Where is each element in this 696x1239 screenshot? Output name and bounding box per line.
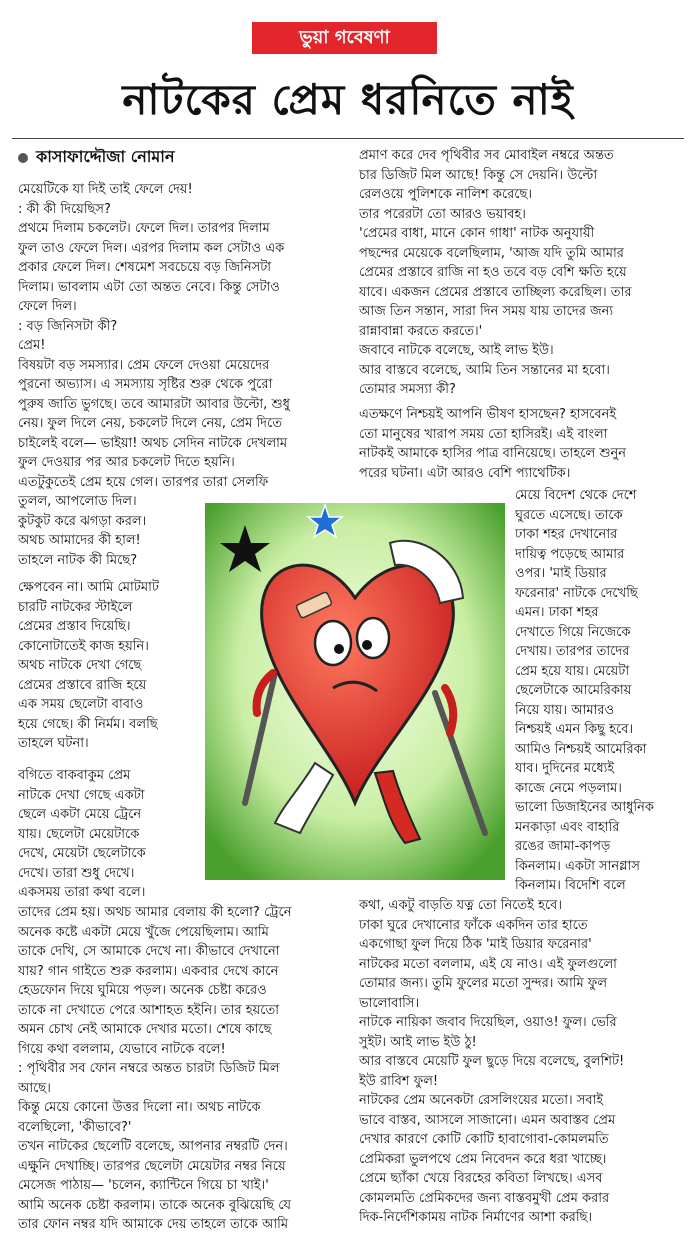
- text-line: পছন্দের মেয়েকে বলেছিলাম, 'আজ যদি তুমি আমার: [359, 245, 624, 261]
- text-line: ভাবে বাস্তব, আসলে সাজানো। এমন অবাস্তব প্রেম: [359, 1112, 616, 1128]
- text-line: একসময় তারা কথা বলে।: [18, 885, 146, 900]
- text-line: ফুল দেওয়ার পর আর চকলেট দিতে হয়নি।: [18, 455, 235, 470]
- text-line: প্রেম!: [18, 338, 46, 353]
- text-line: চার ডিজিট মিল আছে! কিন্তু সে দেয়নি। উল্টো: [359, 167, 598, 183]
- text-line: ভালো ডিজাইনের আধুনিক: [515, 800, 655, 815]
- article-col1-mid: [18, 578, 203, 754]
- byline: [18, 146, 175, 168]
- text-line: প্রকার ফেলে দিল। শেষমেশ সবচেয়ে বড় জিনিসটা: [18, 260, 272, 275]
- section-tag: ভুয়া গবেষণা: [252, 22, 437, 54]
- text-line: আছে।: [18, 1080, 51, 1096]
- text-line: অমন চোখ নেই আমাকে দেখার মতো। শেষে কাছে: [18, 1022, 272, 1037]
- text-line: পুরুষ জাতি ভুগছে। তবে আমারটা আবার উল্টো, শুধু: [18, 396, 290, 412]
- text-line: প্রেমে ছ্যাঁকা খেয়ে বিরহের কবিতা লিখছে। এসব: [359, 1171, 603, 1186]
- heart-illustration: [205, 503, 505, 880]
- text-line: ফুল তাও ফেলে দিল। এরপর দিলাম কল সেটাও এক: [18, 240, 285, 256]
- text-line: ঢাকা ঘুরে দেখানোর ফাঁকে একদিন তার হাতে: [359, 917, 588, 933]
- text-line: নাটকের মতো বললাম, এই যে নাও। এই ফুলগুলো: [359, 956, 617, 972]
- text-line: : কী কী দিয়েছিস?: [18, 201, 111, 217]
- text-line: বলেছিলো, 'কীভাবে?': [18, 1119, 132, 1135]
- text-line: দেখার কারণে কোটি কোটি হাবাগোবা-কোমলমতি: [359, 1132, 609, 1147]
- text-line: তাদের প্রেম হয়। অথচ আমার বেলায় কী হলো? ট্রেনে: [18, 905, 292, 920]
- text-line: কিনলাম। একটা সানগ্লাস: [515, 858, 640, 874]
- text-line: প্রেমিকরা ভুলপথে প্রেম নিবেদন করে ধরা খাচ্ছে।: [359, 1151, 607, 1167]
- article-col2-wrap: [515, 486, 690, 896]
- text-line: তার পরেরটা তো আরও ভয়াবহ।: [359, 206, 526, 222]
- text-line: তখন নাটকের ছেলেটি বলেছে, আপনার নম্বরটি দেন।: [18, 1139, 288, 1154]
- text-line: এতক্ষণে নিশ্চয়ই আপনি ভীষণ হাসছেন? হাসবেনই: [359, 407, 617, 422]
- text-line: মেয়েটিকে যা দিই তাই ফেলে দেয়!: [18, 182, 193, 197]
- text-line: ওপর। 'মাই ডিয়ার: [515, 566, 607, 581]
- text-line: দেখে। তারা শুধু দেখে।: [18, 865, 135, 881]
- text-line: তুলল, আপলোড দিল।: [18, 494, 137, 509]
- text-line: কুটকুট করে ঝগড়া করল।: [18, 513, 147, 529]
- text-line: তোমার সমস্যা কী?: [359, 382, 456, 397]
- text-line: আজ তিন সন্তান, সারা দিন সময় যায় তাদের জন্য: [359, 304, 614, 319]
- text-line: মনকাড়া এবং বাহারি: [515, 819, 620, 835]
- author-name: কাসাফাদ্দৌজা নোমান: [36, 147, 175, 166]
- text-line: রান্নাবান্না করতে করতে।': [359, 323, 483, 339]
- text-line: যাব। দুদিনের মধ্যেই: [515, 761, 615, 776]
- article-col2-bottom: [359, 896, 689, 1228]
- text-line: হেডফোন দিয়ে ঘুমিয়ে পড়ল। অনেক চেষ্টা করেও: [18, 983, 267, 998]
- text-line: কিন্তু মেয়ে কোনো উত্তর দিলো না। অথচ নাটকে: [18, 1100, 261, 1115]
- text-line: মেয়ে বিদেশ থেকে দেশে: [515, 488, 637, 503]
- text-line: ঢাকা শহর দেখানোর: [515, 527, 618, 542]
- text-line: আমি অনেক চেষ্টা করলাম। তাকে অনেক বুঝিয়েছি যে: [18, 1197, 292, 1213]
- text-line: চাইলেই বলে— ভাইয়া! অথচ সেদিন নাটকে দেখলাম: [18, 435, 288, 451]
- text-line: কিনলাম। বিদেশি বলে: [515, 878, 626, 893]
- text-line: নাটকের প্রেম অনেকটা রেসলিংয়ের মতো। সবাই: [359, 1093, 604, 1108]
- text-line: তো মানুষের খারাপ সময় তো হাসিরই। এই বাংলা: [359, 426, 608, 442]
- text-line: হয়ে গেছে। কী নির্মম। বলছি: [18, 716, 158, 732]
- text-line: দিক-নির্দেশিকাময় নাটক নির্মাণের আশা করছি।: [359, 1210, 593, 1225]
- text-line: গিয়ে কথা বললাম, যেভাবে নাটকে বলে!: [18, 1041, 226, 1057]
- text-line: বগিতে বাকবাকুম প্রেম: [18, 768, 131, 783]
- text-line: অনেক কষ্টে একটা মেয়ে খুঁজে পেয়েছিলাম। আমি: [18, 924, 269, 940]
- text-line: জবাবে নাটকে বলেছে, আই লাভ ইউ।: [359, 343, 554, 358]
- article-col2-mid: [359, 405, 689, 483]
- text-line: নিশ্চয়ই এমন কিছু হবে।: [515, 722, 634, 737]
- text-line: 'প্রেমের বাধা, মানে কোন গাধা' নাটক অনুযায়ী: [359, 226, 595, 241]
- text-line: কোমলমতি প্রেমিকদের জন্য বাস্তবমুখী প্রেম করার: [359, 1190, 610, 1206]
- text-line: দেখায়। তারপর তাদের: [515, 644, 630, 659]
- text-line: তাহলে নাটক কী মিছে?: [18, 552, 138, 568]
- text-line: ছেলেটাকে আমেরিকায়: [515, 683, 632, 698]
- text-line: ঘুরতে এসেছে। তাকে: [515, 507, 623, 523]
- text-line: প্রেমের প্রস্তাবে রাজি না হও তবে বড় বেশি ক্ষতি হয়ে: [359, 265, 627, 280]
- text-line: যাবে। একজন প্রেমের প্রস্তাবে তাচ্ছিল্য করেছিল। তার: [359, 284, 632, 300]
- text-line: প্রথমে দিলাম চকলেট। ফেলে দিল। তারপর দিলাম: [18, 221, 270, 236]
- text-line: চারটি নাটকের স্টাইলে: [18, 599, 133, 615]
- text-line: এমন। ঢাকা শহর: [515, 605, 599, 620]
- text-line: তাকে না দেখাতে পেরে আশাহত হইনি। তার হয়তো: [18, 1002, 279, 1018]
- text-line: এতটুকুতেই প্রেম হয়ে গেল। তারপর তারা সেলফি: [18, 474, 269, 490]
- text-line: নাটকই আমাকে হাসির পাত্র বানিয়েছে। তাহলে শুনুন: [359, 446, 627, 461]
- text-line: ভালোবাসি।: [359, 995, 420, 1011]
- text-line: তাহলে ঘটনা।: [18, 736, 89, 751]
- text-line: এক সময় ছেলেটা বাবাও: [18, 697, 144, 712]
- text-line: অথচ আমাদের কী হাল!: [18, 533, 141, 548]
- text-line: দায়িত্ব পড়েছে আমার: [515, 546, 625, 562]
- text-line: নাটকে নায়িকা জবাব দিয়েছিল, ওয়াও! ফুল। ভেরি: [359, 1015, 617, 1030]
- text-line: মেসেজ পাঠায়— 'চলেন, ক্যান্টিনে গিয়ে চা খাই।': [18, 1178, 269, 1193]
- text-line: দিলাম। ভাবলাম এটা তো অন্তত নেবে। কিন্তু সেটাও: [18, 279, 280, 295]
- text-line: কোনোটাতেই কাজ হয়নি।: [18, 638, 149, 654]
- text-line: : বড় জিনিসটা কী?: [18, 318, 118, 334]
- text-line: নেয়। ফুল দিলে নেয়, চকলেট দিলে নেয়, প্রেম দিতে: [18, 416, 282, 431]
- text-line: রেলওয়ে পুলিশকে নালিশ করেছে।: [359, 187, 533, 202]
- text-line: আর বাস্তবে মেয়েটি ফুল ছুড়ে দিয়ে বলেছে, বুলশিট!: [359, 1054, 625, 1069]
- text-line: প্রেমের প্রস্তাব দিয়েছি।: [18, 619, 131, 634]
- text-line: রঙের জামা-কাপড়: [515, 839, 611, 854]
- text-line: একগোছা ফুল দিয়ে ঠিক 'মাই ডিয়ার ফরেনার': [359, 937, 592, 952]
- text-line: প্রমাণ করে দেব পৃথিবীর সব মোবাইল নম্বরে অন্তত: [359, 148, 614, 163]
- text-line: তোমার জন্য। তুমি ফুলের মতো সুন্দর। আমি ফুল: [359, 976, 607, 991]
- bullet-icon: [18, 153, 28, 163]
- text-line: দেখাতে গিয়ে নিজেকে: [515, 624, 631, 640]
- text-line: ক্ষেপবেন না। আমি মোটমাট: [18, 580, 159, 595]
- text-line: যায়? গান গাইতে শুরু করলাম। একবার দেখে কানে: [18, 963, 279, 979]
- text-line: দেখে, মেয়েটা ছেলেটাকে: [18, 846, 146, 861]
- text-line: বিষয়টা বড় সমস্যার। প্রেম ফেলে দেওয়া মেয়েদের: [18, 357, 270, 373]
- text-line: ফরেনার' নাটকে দেখেছি: [515, 585, 638, 601]
- article-col2-top: [359, 146, 689, 400]
- text-line: পরের ঘটনা। এটা আরও বেশি প্যাথেটিক।: [359, 465, 571, 481]
- text-line: অথচ নাটকে দেখা গেছে: [18, 658, 142, 673]
- text-line: ফেলে দিল।: [18, 299, 77, 314]
- headline: নাটকের প্রেম ধরনিতে নাই: [122, 75, 574, 124]
- text-line: ইউ রাবিশ ফুল!: [359, 1073, 439, 1089]
- text-line: কাজে নেমে পড়লাম।: [515, 780, 622, 796]
- text-line: তাকে দেখি, সে আমাকে দেখে না। কীভাবে দেখানো: [18, 944, 280, 959]
- text-line: কথা, একটু বাড়তি যত্ন তো নিতেই হবে।: [359, 898, 563, 913]
- divider: [12, 138, 684, 139]
- text-line: প্রেমের প্রস্তাবে রাজি হয়ে: [18, 677, 147, 693]
- text-line: : পৃথিবীর সব ফোন নম্বরে অন্তত চারটা ডিজিট মিল: [18, 1061, 280, 1076]
- article-col1-bottom: [18, 903, 353, 1235]
- text-line: পুরনো অভ্যাস। এ সমস্যায় সৃষ্টির শুরু থেকে পুরো: [18, 377, 273, 392]
- text-line: ছেলে একটা মেয়ে ট্রেনে: [18, 807, 142, 822]
- text-line: যায়। ছেলেটা মেয়েটাকে: [18, 826, 140, 842]
- text-line: এক্ষুনি দেখাচ্ছি। তারপর ছেলেটা মেয়েটার নম্বর নিয়ে: [18, 1158, 286, 1174]
- text-line: নিয়ে যায়। আমারও: [515, 702, 615, 718]
- text-line: সুইট। আই লাভ ইউ ঠু!: [359, 1034, 477, 1050]
- text-line: তার ফোন নম্বর যদি আমাকে দেয় তাহলে তাকে আমি: [18, 1217, 289, 1232]
- text-line: আমিও নিশ্চয়ই আমেরিকা: [515, 741, 647, 757]
- text-line: নাটকে দেখা গেছে একটা: [18, 787, 145, 803]
- article-col1-lower: [18, 766, 203, 903]
- text-line: আর বাস্তবে বলেছে, আমি তিন সন্তানের মা হবো।: [359, 362, 610, 378]
- text-line: প্রেম হয়ে যায়। মেয়েটা: [515, 663, 630, 679]
